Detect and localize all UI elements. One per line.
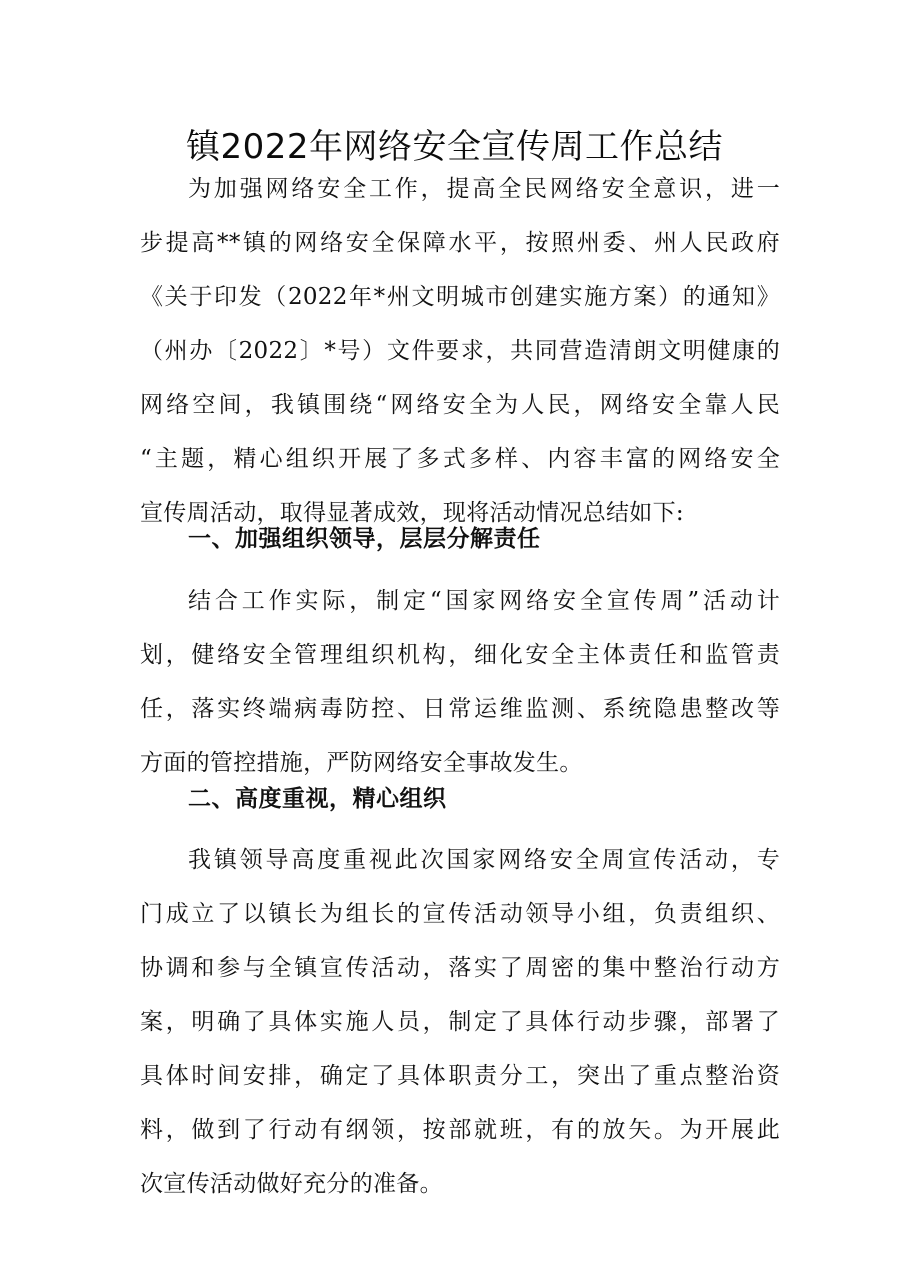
section-heading-1: 一、加强组织领导，层层分解责任	[188, 526, 541, 552]
paragraph-line: 次宣传活动做好充分的准备。	[140, 1171, 443, 1197]
paragraph-line: （州办〔2022〕*号）文件要求，共同营造清朗文明健康的	[140, 338, 780, 364]
paragraph-line: 为加强网络安全工作，提高全民网络安全意识，进一	[188, 176, 780, 202]
section-heading-2: 二、高度重视，精心组织	[188, 786, 447, 812]
paragraph-line: 任，落实终端病毒防控、日常运维监测、系统隐患整改等	[140, 696, 780, 722]
paragraph-line: 方面的管控措施，严防网络安全事故发生。	[140, 750, 583, 776]
paragraph-line: 门成立了以镇长为组长的宣传活动领导小组，负责组织、	[140, 901, 780, 927]
section-2-paragraph	[140, 833, 780, 1211]
paragraph-line: 《关于印发（2022年*州文明城市创建实施方案）的通知》	[140, 284, 780, 310]
paragraph-line: 协调和参与全镇宣传活动，落实了周密的集中整治行动方	[140, 955, 780, 981]
paragraph-line: 我镇领导高度重视此次国家网络安全周宣传活动，专	[188, 847, 780, 873]
paragraph-line: 步提高**镇的网络安全保障水平，按照州委、州人民政府	[140, 230, 780, 256]
section-1-paragraph	[140, 574, 780, 790]
intro-paragraph	[140, 162, 780, 540]
paragraph-line: 结合工作实际，制定“国家网络安全宣传周”活动计	[188, 588, 780, 614]
paragraph-line: 宣传周活动，取得显著成效，现将活动情况总结如下:	[140, 500, 684, 526]
document-title: 镇2022年网络安全宣传周工作总结	[185, 127, 724, 167]
paragraph-line: 网络空间，我镇围绕“网络安全为人民，网络安全靠人民	[140, 392, 780, 418]
paragraph-line: 案，明确了具体实施人员，制定了具体行动步骤，部署了	[140, 1009, 780, 1035]
paragraph-line: “主题，精心组织开展了多式多样、内容丰富的网络安全	[140, 446, 780, 472]
paragraph-line: 料，做到了行动有纲领，按部就班，有的放矢。为开展此	[140, 1117, 780, 1143]
paragraph-line: 具体时间安排，确定了具体职责分工，突出了重点整治资	[140, 1063, 780, 1089]
paragraph-line: 划，健络安全管理组织机构，细化安全主体责任和监管责	[140, 642, 780, 668]
